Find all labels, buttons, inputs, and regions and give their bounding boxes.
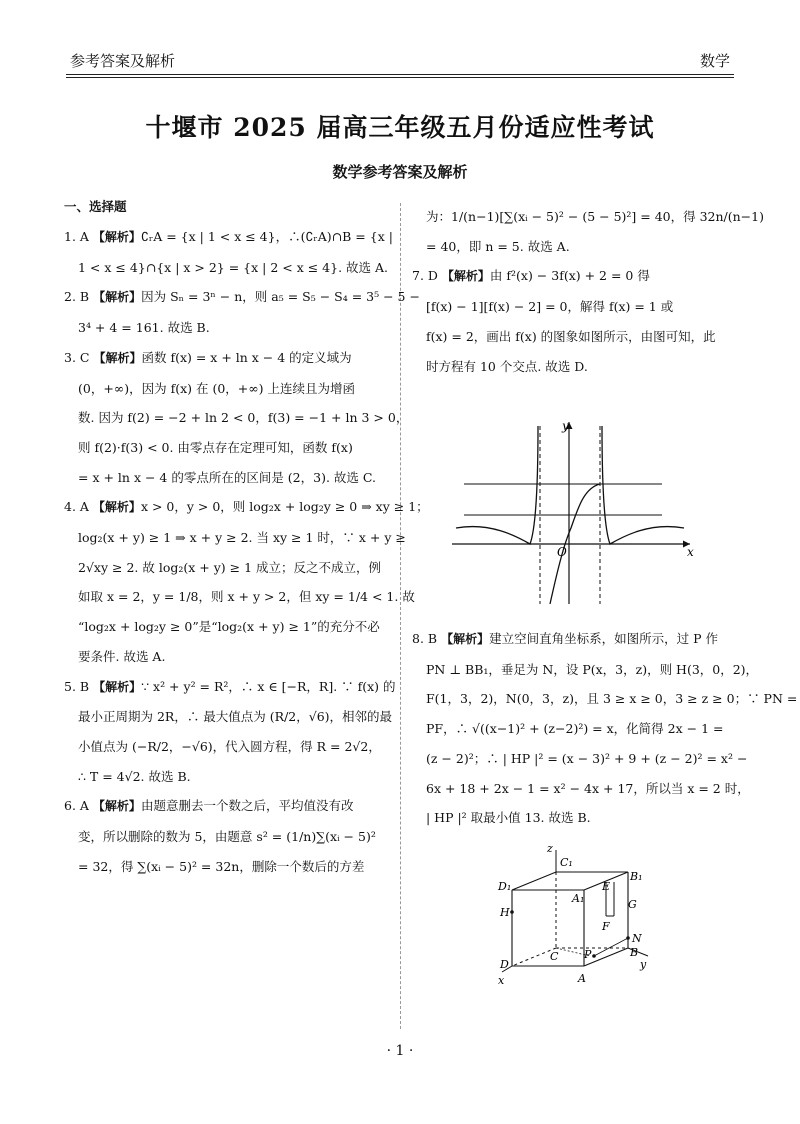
- line-body: = 40，即 n = 5. 故选 A.: [426, 238, 570, 254]
- line-body: x > 0，y > 0，则 log₂x + log₂y ≥ 0 ⇒ xy ≥ 1；: [140, 499, 429, 515]
- line-body: f(x) = 2，画出 f(x) 的图象如图所示，由图可知，此: [426, 328, 716, 344]
- page-header: [0, 0, 800, 80]
- section-heading: 一、选择题: [64, 199, 127, 214]
- line-body: = 32，得 ∑(xᵢ − 5)² = 32n，删除一个数后的方差: [78, 858, 365, 874]
- header-right: 数学: [699, 52, 730, 70]
- text-line: [412, 684, 798, 714]
- segment-PN: [594, 938, 628, 956]
- analysis-tag: 【解析】: [92, 799, 141, 814]
- line-body: 如取 x = 2，y = 1/8，则 x + y > 2，但 xy = 1/4 < 1. 故: [78, 589, 415, 605]
- text-line: [412, 624, 738, 655]
- line-body: F(1，3，2)，N(0，3，z)，且 3 ≥ x ≥ 0，3 ≥ z ≥ 0；∵ PN =: [426, 691, 798, 707]
- line-body: 由 f²(x) − 3f(x) + 2 = 0 得: [489, 268, 650, 284]
- question-number: 3. C: [64, 349, 90, 365]
- text-line: [412, 261, 738, 292]
- line-body: PF，∴ √((x−1)² + (z−2)²) = x，化简得 2x − 1 =: [426, 721, 724, 737]
- cube-label-N: N: [632, 932, 642, 945]
- text-line: [64, 582, 415, 612]
- line-body: 由题意删去一个数之后，平均值没有改: [140, 798, 354, 814]
- cube-label-z: z: [547, 842, 553, 855]
- cube-label-A1: A₁: [572, 892, 585, 905]
- exam-subtitle: 数学参考答案及解析: [332, 163, 468, 181]
- text-line: [412, 352, 738, 382]
- line-body: (z − 2)²；∴ | HP |² = (x − 3)² + 9 + (z − 2)² = x² −: [426, 750, 748, 766]
- line-body: [f(x) − 1][f(x) − 2] = 0，解得 f(x) = 1 或: [426, 299, 674, 315]
- question-number: 8. B: [412, 631, 438, 646]
- text-line: [64, 222, 393, 253]
- line-body: 为：1/(n−1)[∑(xᵢ − 5)² − (5 − 5)²] = 40，得 32n/(n−1): [426, 209, 764, 224]
- cube-label-D1: D₁: [498, 880, 512, 893]
- text-line: [64, 374, 386, 404]
- line-body: 时方程有 10 个交点. 故选 D.: [426, 358, 588, 374]
- line-body: 数. 因为 f(2) = −2 + ln 2 < 0，f(3) = −1 + ln 3 > 0，: [78, 410, 409, 426]
- text-line: [64, 463, 386, 493]
- text-line: [64, 343, 386, 374]
- line-body: PN ⊥ BB₁，垂足为 N，设 P(x，3，z)，则 H(3，0，2)，: [426, 661, 759, 677]
- line-body: 1 < x ≤ 4}∩{x | x > 2} = {x | 2 < x ≤ 4}. 故选 A.: [78, 259, 389, 275]
- right-column-bottom: [412, 624, 798, 833]
- text-line: [412, 322, 738, 352]
- line-body: ∵ x² + y² = R²，∴ x ∈ [−R，R]. ∵ f(x) 的: [141, 678, 396, 694]
- line-body: 2√xy ≥ 2. 故 log₂(x + y) ≥ 1 成立；反之不成立，例: [78, 559, 381, 575]
- line-body: 6x + 18 + 2x − 1 = x² − 4x + 17，所以当 x = 2 时，: [426, 780, 750, 796]
- line-body: 要条件. 故选 A.: [78, 648, 166, 664]
- line-body: 建立空间直角坐标系，如图所示，过 P 作: [489, 631, 718, 646]
- cube-label-A: A: [578, 972, 586, 985]
- text-line: [64, 852, 386, 882]
- analysis-tag: 【解析】: [441, 632, 490, 646]
- text-line: [64, 791, 386, 822]
- header-rule: [66, 74, 734, 75]
- line-body: | HP |² 取最小值 13. 故选 B.: [426, 810, 591, 826]
- analysis-tag: 【解析】: [441, 269, 490, 284]
- text-line: [412, 744, 748, 774]
- text-line: [64, 672, 396, 703]
- line-body: “log₂x + log₂y ≥ 0”是“log₂(x + y) ≥ 1”的充分不必: [78, 619, 380, 635]
- text-line: [64, 492, 429, 523]
- line-body: ∁ᵣA = {x | 1 < x ≤ 4}，∴(∁ᵣA)∩B = {x |: [140, 229, 393, 244]
- text-line: [412, 292, 738, 322]
- line-body: 因为 Sₙ = 3ⁿ − n，则 a₅ = S₅ − S₄ = 3⁵ − 5 −: [141, 289, 420, 305]
- header-rule-thin: [66, 77, 734, 78]
- text-line: [412, 714, 738, 744]
- line-body: log₂(x + y) ≥ 1 ⇒ x + y ≥ 2. 当 xy ≥ 1 时，∵ x + y ≥: [78, 530, 406, 546]
- text-line: [412, 803, 738, 833]
- text-line: [64, 553, 386, 583]
- text-line: [412, 232, 738, 262]
- cube-figure: [490, 838, 670, 998]
- cube-label-y: y: [640, 958, 647, 971]
- line-body: 函数 f(x) = x + ln x − 4 的定义域为: [141, 349, 352, 365]
- analysis-tag: 【解析】: [92, 230, 141, 244]
- exam-title: 十堰市 2025 届高三年级五月份适应性考试: [145, 113, 655, 142]
- question-number: 7. D: [412, 268, 438, 284]
- line-body: 小值点为 (−R/2，−√6)，代入圆方程，得 R = 2√2，: [78, 738, 381, 754]
- text-line: [412, 202, 764, 232]
- cube-label-G: G: [628, 898, 637, 911]
- text-line: [412, 655, 759, 685]
- line-body: (0，+∞)，因为 f(x) 在 (0，+∞) 上连续且为增函: [78, 380, 356, 396]
- column-divider: [400, 203, 401, 1029]
- line-body: = x + ln x − 4 的零点所在的区间是 (2，3). 故选 C.: [78, 469, 376, 485]
- curve-left-branch: [456, 426, 538, 544]
- graph-label-origin: O: [557, 545, 567, 559]
- line-body: 最小正周期为 2R，∴ 最大值点为 (R/2，√6)，相邻的最: [78, 709, 393, 725]
- question-number: 2. B: [64, 289, 90, 305]
- cube-label-B: B: [630, 946, 639, 959]
- text-line: [64, 702, 393, 732]
- question-number: 1. A: [64, 229, 89, 244]
- cube-label-F: F: [602, 920, 610, 933]
- text-line: [64, 642, 386, 672]
- text-line: [64, 822, 386, 852]
- cube-label-C: C: [550, 950, 559, 963]
- text-line: [64, 313, 386, 343]
- header-left: 参考答案及解析: [70, 52, 176, 70]
- line-body: 3⁴ + 4 = 161. 故选 B.: [78, 320, 210, 336]
- question-number: 4. A: [64, 499, 89, 515]
- line-body: 则 f(2)·f(3) < 0. 由零点存在定理可知，函数 f(x): [78, 439, 353, 455]
- text-line: [64, 253, 389, 283]
- text-line: [64, 403, 409, 433]
- question-number: 6. A: [64, 798, 89, 814]
- top-face: [512, 872, 628, 890]
- text-line: [64, 523, 406, 553]
- text-line: [64, 762, 386, 792]
- function-graph-figure: [450, 418, 700, 608]
- line-body: 变，所以删除的数为 5，由题意 s² = (1/n)∑(xᵢ − 5)²: [78, 829, 376, 845]
- cube-label-x: x: [498, 974, 505, 987]
- analysis-tag: 【解析】: [93, 679, 142, 694]
- text-line: [64, 732, 386, 762]
- graph-label-y: y: [562, 419, 569, 433]
- cube-label-C1: C₁: [560, 856, 573, 869]
- graph-label-x: x: [687, 545, 694, 559]
- cube-label-B1: B₁: [630, 870, 643, 883]
- question-number: 5. B: [64, 678, 90, 694]
- text-line: [412, 774, 750, 804]
- cube-label-D: D: [500, 958, 509, 971]
- text-line: [64, 433, 386, 463]
- right-column-top: [412, 202, 764, 381]
- line-body: ∴ T = 4√2. 故选 B.: [78, 768, 191, 784]
- point-H: [510, 910, 514, 914]
- text-line: [64, 612, 386, 642]
- analysis-tag: 【解析】: [92, 500, 141, 515]
- analysis-tag: 【解析】: [93, 290, 142, 305]
- page-number: · 1 ·: [386, 1043, 414, 1059]
- cube-label-P: P: [584, 948, 592, 961]
- cube-label-E: E: [602, 880, 611, 893]
- cube-label-H: H: [500, 906, 510, 919]
- curve-right-branch: [602, 426, 684, 544]
- text-line: [64, 282, 420, 313]
- analysis-tag: 【解析】: [93, 350, 142, 365]
